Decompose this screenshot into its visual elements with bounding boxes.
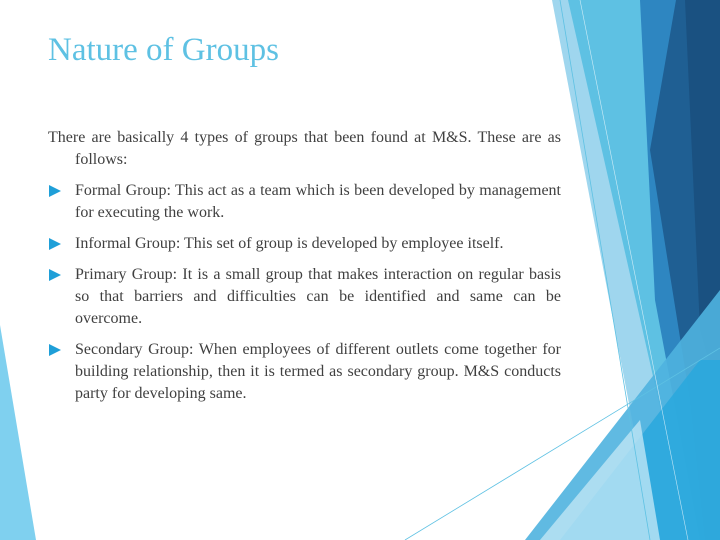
triangle-bullet-icon <box>49 344 61 356</box>
triangle-bullet-icon <box>49 238 61 250</box>
slide-body <box>48 127 561 414</box>
bullet-text: Informal Group: This set of group is developed by employee itself. <box>75 235 504 252</box>
intro-paragraph: There are basically 4 types of groups that been found at M&S. These are as follows: <box>48 129 561 168</box>
list-item <box>48 233 561 255</box>
triangle-bullet-icon <box>49 269 61 281</box>
bottom-pale-triangle <box>540 420 660 540</box>
slide-title: Nature of Groups <box>48 32 279 68</box>
list-item <box>48 264 561 330</box>
left-accent-shape <box>0 325 36 540</box>
bullet-list <box>48 180 561 405</box>
triangle-bullet-icon <box>49 185 61 197</box>
list-item <box>48 339 561 405</box>
list-item <box>48 180 561 224</box>
bullet-text: Primary Group: It is a small group that makes interaction on regular basis so that barriers and difficulties can be identified and same can be overcome. <box>75 266 561 327</box>
bullet-text: Secondary Group: When employees of different outlets come together for building relationship, then it is termed as secondary group. M&S conducts party for developing same. <box>75 341 561 402</box>
bullet-text: Formal Group: This act as a team which is been developed by management for executing the work. <box>75 182 561 221</box>
